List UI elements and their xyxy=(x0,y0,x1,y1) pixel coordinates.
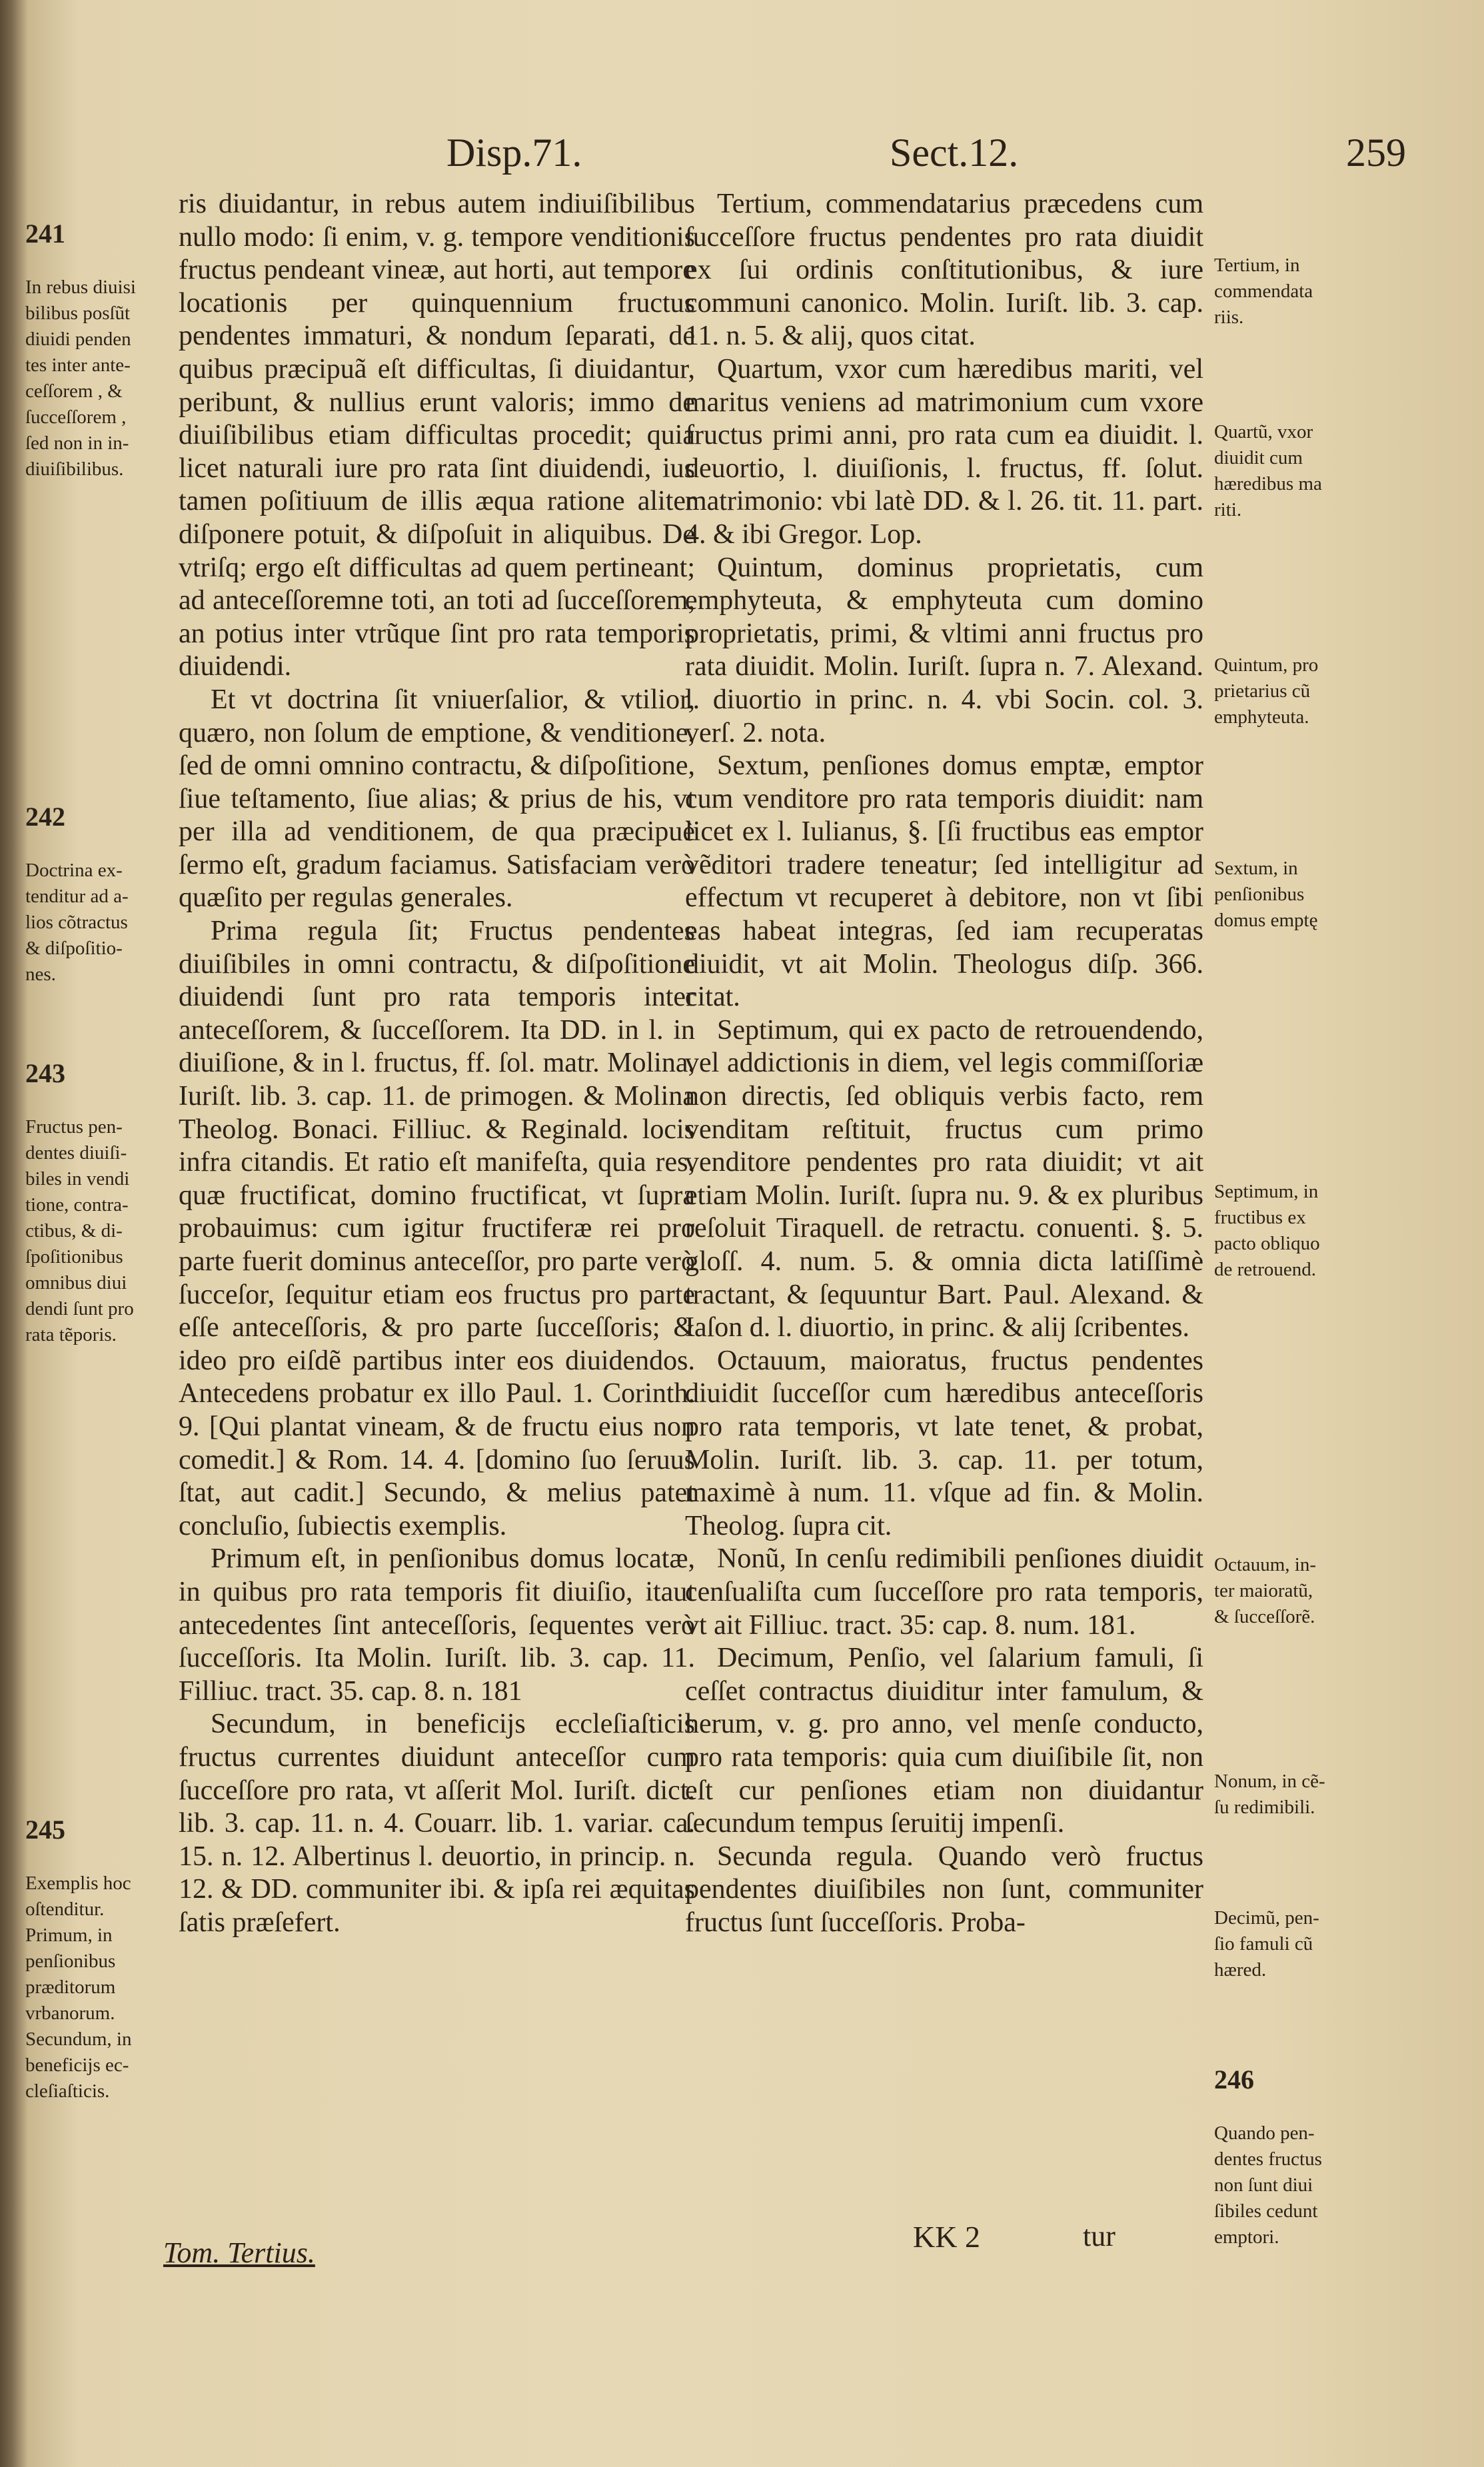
margin-note-tertium xyxy=(1214,227,1447,331)
signature-mark: KK 2 xyxy=(913,2220,980,2254)
margin-note-octauum xyxy=(1214,1526,1447,1630)
left-text-column xyxy=(179,188,695,1939)
paragraph: Secunda regula. Quando verò fructus pendentes diuiſibiles non ſunt, communiter fructus ſunt ſucceſſoris. Proba- xyxy=(685,1841,1203,1938)
paragraph: Sextum, penſiones domus emptæ, emptor cum venditore pro rata temporis diuidit: nam licet ex l. Iulianus, §. [ſi fructibus eas emptor vẽditori tradere teneatur; ſed intelligitur ad effectum vt recuperet à debitore, non vt ſibi eas habeat integras, ſed iam recuperatas diuidit, vt ait Molin. Theologus diſp. 366. citat. xyxy=(685,750,1203,1013)
margin-note-nonum xyxy=(1214,1743,1447,1821)
paragraph: Decimum, Penſio, vel ſalarium famuli, ſi ceſſet contractus diuiditur inter famulum, & herum, v. g. pro anno, vel menſe conducto, pro rata temporis: quia cum diuiſibile ſit, non eſt cur penſiones etiam non diuidantur ſecundum tempus ſeruitij impenſi. xyxy=(685,1643,1203,1839)
margin-note-text: Quando pen- dentes fructus non ſunt diui ſibiles cedunt emptori. xyxy=(1214,2122,1322,2248)
paragraph: Tertium, commendatarius præcedens cum ſucceſſore fructus pendentes pro rata diuidit ex ſui ordinis conſtitutionibus, & iure communi canonico. Molin. Iuriſt. lib. 3. cap. 11. n. 5. & alij, quos citat. xyxy=(685,189,1203,352)
margin-note-text: Exemplis hoc oſtenditur. Primum, in penſionibus præditorum vrbanorum. Secundum, in beneficijs ec- cleſiaſticis. xyxy=(25,1873,132,2102)
catchword: tur xyxy=(1083,2220,1115,2252)
margin-note-text: Decimũ, pen- ſio famuli cũ hæred. xyxy=(1214,1907,1319,1981)
margin-note-decimum xyxy=(1214,1879,1447,1983)
paragraph: Secundum, in beneficijs eccleſiaſticis fructus currentes diuidunt anteceſſor cum ſucceſſore pro rata, vt aſſerit Mol. Iuriſt. dict. lib. 3. cap. 11. n. 4. Couarr. lib. 1. variar. ca. 15. n. 12. Albertinus l. deuortio, in princip. n. 12. & DD. communiter ibi. & ipſa rei æquitas ſatis præſefert. xyxy=(179,1709,695,1938)
margin-note-246 xyxy=(1214,2039,1447,2250)
margin-note-text: Septimum, in fructibus ex pacto obliquo de retrouend. xyxy=(1214,1181,1320,1280)
paragraph: Primum eſt, in penſionibus domus locatæ, in quibus pro rata temporis fit diuiſio, itaut antecedentes ſint anteceſſoris, ſequentes verò ſucceſſoris. Ita Molin. Iuriſt. lib. 3. cap. 11. Filliuc. tract. 35. cap. 8. n. 181 xyxy=(179,1543,695,1707)
margin-note-text: Sextum, in penſionibus domus emptę xyxy=(1214,858,1318,931)
margin-note-243 xyxy=(25,1033,180,1348)
margin-note-number: 243 xyxy=(25,1058,65,1088)
paragraph: Octauum, maioratus, fructus pendentes diuidit ſucceſſor cum hæredibus anteceſſoris pro rata temporis, vt late tenet, & probat, Molin. Iuriſt. lib. 3. cap. 11. per totum, maximè à num. 11. vſque ad fin. & Molin. Theolog. ſupra cit. xyxy=(685,1345,1203,1541)
header-disputation: Disp.71. xyxy=(446,131,582,175)
margin-note-text: In rebus diuisi bilibus posſũt diuidi penden tes inter ante- ceſſorem , & ſucceſſorem , ſed non in in- diuiſibilibus. xyxy=(25,277,136,480)
volume-label: Tom. Tertius. xyxy=(163,2236,315,2269)
margin-note-number: 242 xyxy=(25,802,65,832)
running-header xyxy=(167,130,1446,190)
page-number: 259 xyxy=(1346,131,1406,175)
margin-note-number: 245 xyxy=(25,1815,65,1845)
margin-note-text: Quintum, pro prietarius cũ emphyteuta. xyxy=(1214,654,1319,728)
margin-note-text: Doctrina ex- tenditur ad a- lios cõtractus & diſpoſitio- nes. xyxy=(25,860,129,985)
paragraph: Et vt doctrina ſit vniuerſalior, & vtilior, quæro, non ſolum de emptione, & venditione, ſed de omni omnino contractu, & diſpoſitione, ſiue teſtamento, ſiue alias; & prius de his, vt per illa ad venditionem, de qua præcipuè ſermo eſt, gradum faciamus. Satisfaciam verò quæſito per regulas generales. xyxy=(179,684,695,914)
margin-note-septimum xyxy=(1214,1153,1447,1283)
paragraph: ris diuidantur, in rebus autem indiuiſibilibus nullo modo: ſi enim, v. g. tempore venditionis fructus pendeant vineæ, aut horti, aut tempore locationis per quinquennium fructus pendentes immaturi, & nondum ſeparati, de quibus præcipuã eſt difficultas, ſi diuidantur, peribunt, & nullius erunt valoris; immo de diuiſibilibus etiam difficultas procedit; quia licet naturali iure pro rata ſint diuidendi, ius tamen poſitiuum de illis æqua ratione aliter diſponere potuit, & diſpoſuit in aliquibus. De vtriſq; ergo eſt difficultas ad quem pertineant; ad anteceſſoremne toti, an toti ad ſucceſſorem, an potius inter vtrũque ſint pro rata temporis diuidendi. xyxy=(179,189,695,682)
margin-note-text: Tertium, in commendata riis. xyxy=(1214,255,1313,328)
margin-note-242 xyxy=(25,776,180,988)
margin-note-sextum xyxy=(1214,830,1447,934)
margin-note-number: 241 xyxy=(25,219,65,249)
margin-note-text: Nonum, in cẽ- ſu redimibili. xyxy=(1214,1771,1325,1818)
margin-note-text: Quartũ, vxor diuidit cum hæredibus ma riti. xyxy=(1214,421,1322,520)
header-section: Sect.12. xyxy=(890,131,1019,175)
margin-note-quintum xyxy=(1214,626,1447,730)
paragraph: Nonũ, In cenſu redimibili penſiones diuidit cenſualiſta cum ſucceſſore pro rata temporis, vt ait Filliuc. tract. 35: cap. 8. num. 181. xyxy=(685,1543,1203,1641)
margin-note-number: 246 xyxy=(1214,2064,1254,2094)
margin-note-245 xyxy=(25,1789,180,2104)
paragraph: Quintum, dominus proprietatis, cum emphyteuta, & emphyteuta cum domino proprietatis, primi, & vltimi anni fructus pro rata diuidit. Molin. Iuriſt. ſupra n. 7. Alexand. l. diuortio in princ. n. 4. vbi Socin. col. 3. verſ. 2. nota. xyxy=(685,552,1203,748)
margin-note-241 xyxy=(25,193,180,482)
right-text-column xyxy=(685,188,1203,1939)
margin-note-text: Fructus pen- dentes diuiſi- biles in vendi tione, contra- ctibus, & di- ſpoſitionibus omnibus diui dendi ſunt pro rata tẽporis. xyxy=(25,1116,134,1345)
paragraph: Prima regula ſit; Fructus pendentes diuiſibiles in omni contractu, & diſpoſitione diuidendi ſunt pro rata temporis inter anteceſſorem, & ſucceſſorem. Ita DD. in l. in diuiſione, & in l. fructus, ff. ſol. matr. Molina, Iuriſt. lib. 3. cap. 11. de primogen. & Molina Theolog. Bonaci. Filliuc. & Reginald. locis infra citandis. Et ratio eſt manifeſta, quia res, quæ fructificat, domino fructificat, vt ſupra probauimus: cum igitur fructiferæ rei pro parte fuerit dominus anteceſſor, pro parte verò ſucceſor, ſequitur etiam eos fructus pro parte eſſe anteceſſoris, & pro parte ſucceſſoris; & ideo pro eiſdẽ partibus inter eos diuidendos. Antecedens probatur ex illo Paul. 1. Corinth. 9. [Qui plantat vineam, & de fructu eius non comedit.] & Rom. 14. 4. [domino ſuo ſeruus ſtat, aut cadit.] Secundo, & melius patet concluſio, ſubiectis exemplis. xyxy=(179,916,695,1541)
margin-note-quartum xyxy=(1214,393,1447,523)
paragraph: Septimum, qui ex pacto de retrouendendo, vel addictionis in diem, vel legis commiſſoriæ non directis, ſed obliquis verbis facto, rem venditam reſtituit, fructus cum primo venditore pendentes pro rata diuidit; vt ait etiam Molin. Iuriſt. ſupra nu. 9. & ex pluribus reſoluit Tiraquell. de retractu. conuenti. §. 5. gloſſ. 4. num. 5. & omnia dicta latiſſimè tractant, & ſequuntur Bart. Paul. Alexand. & Iaſon d. l. diuortio, in princ. & alij ſcribentes. xyxy=(685,1014,1203,1343)
margin-note-text: Octauum, in- ter maioratũ, & ſucceſſorẽ. xyxy=(1214,1554,1317,1627)
paragraph: Quartum, vxor cum hæredibus mariti, vel maritus veniens ad matrimonium cum vxore fructus primi anni, pro rata cum ea diuidit. l. deuortio, l. diuiſionis, l. fructus, ff. ſolut. matrimonio: vbi latè DD. & l. 26. tit. 11. part. 4. & ibi Gregor. Lop. xyxy=(685,353,1203,550)
